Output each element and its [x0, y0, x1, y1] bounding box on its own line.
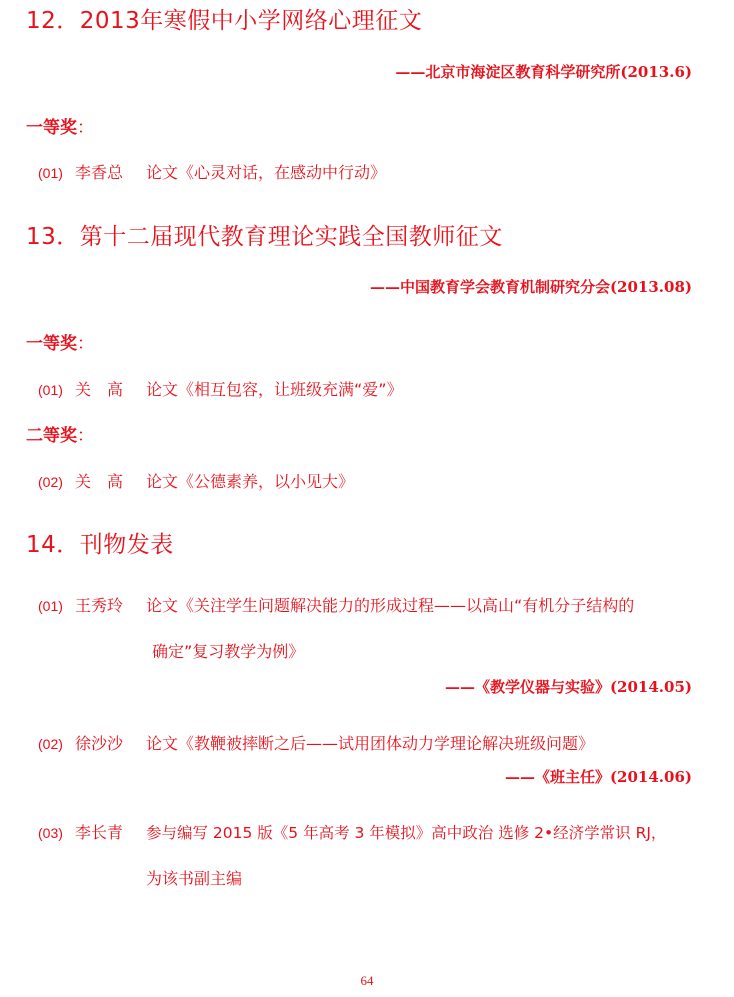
prize-label: 一等奖 — [26, 118, 77, 138]
prize-colon: ： — [77, 334, 94, 354]
list-item — [38, 162, 63, 184]
entry-title: 论文《相互包容，让班级充满“爱”》 — [146, 380, 403, 399]
list-item — [38, 379, 63, 401]
list-item — [38, 595, 63, 617]
entry-author: 关 高 — [75, 472, 124, 491]
entry-number: (01) — [38, 598, 63, 614]
list-item — [38, 471, 63, 493]
list-item — [38, 733, 63, 755]
section-13-source: ——中国教育学会教育机制研究分会(2013.08) — [369, 278, 692, 296]
entry-title-line1: 论文《教鞭被摔断之后——试用团体动力学理论解决班级问题》 — [146, 734, 595, 753]
section-14-heading: 14．刊物发表 — [26, 532, 174, 558]
section-13-heading: 13．第十二届现代教育理论实践全国教师征文 — [26, 224, 503, 250]
prize-label: 二等奖 — [26, 426, 77, 446]
entry-number: (01) — [38, 382, 63, 398]
section-13-prize-second — [26, 425, 94, 447]
entry-number: (02) — [38, 474, 63, 490]
entry-author: 徐沙沙 — [75, 734, 124, 753]
entry-number: (01) — [38, 165, 63, 181]
prize-colon: ： — [77, 426, 94, 446]
entry-number: (02) — [38, 736, 63, 752]
entry-title-line1: 参与编写 2015 版《5 年高考 3 年模拟》高中政治 选修 2•经济学常识 RJ， — [146, 824, 667, 842]
page-number: 64 — [360, 973, 374, 988]
section-13-prize-first — [26, 333, 94, 355]
entry-title: 论文《公德素养，以小见大》 — [146, 472, 355, 491]
entry-title-line1: 论文《关注学生问题解决能力的形成过程——以高山“有机分子结构的 — [146, 596, 635, 615]
section-12-source: ——北京市海淀区教育科学研究所(2013.6) — [395, 63, 692, 81]
entry-author: 关 高 — [75, 380, 124, 399]
entry-source: ——《班主任》(2014.06) — [504, 768, 692, 786]
list-item — [38, 822, 63, 844]
entry-author: 李长青 — [75, 823, 124, 842]
entry-title: 论文《心灵对话，在感动中行动》 — [146, 163, 387, 182]
entry-title-line2: 为该书副主编 — [146, 869, 243, 888]
section-12-prize-first — [26, 117, 94, 139]
prize-label: 一等奖 — [26, 334, 77, 354]
entry-author: 李香总 — [75, 163, 124, 182]
entry-number: (03) — [38, 825, 63, 841]
prize-colon: ： — [77, 118, 94, 138]
entry-title-line2: 确定”复习教学为例》 — [152, 642, 305, 661]
entry-author: 王秀玲 — [75, 596, 124, 615]
section-12-heading: 12．2013年寒假中小学网络心理征文 — [26, 8, 423, 34]
entry-source: ——《教学仪器与实验》(2014.05) — [444, 678, 692, 696]
